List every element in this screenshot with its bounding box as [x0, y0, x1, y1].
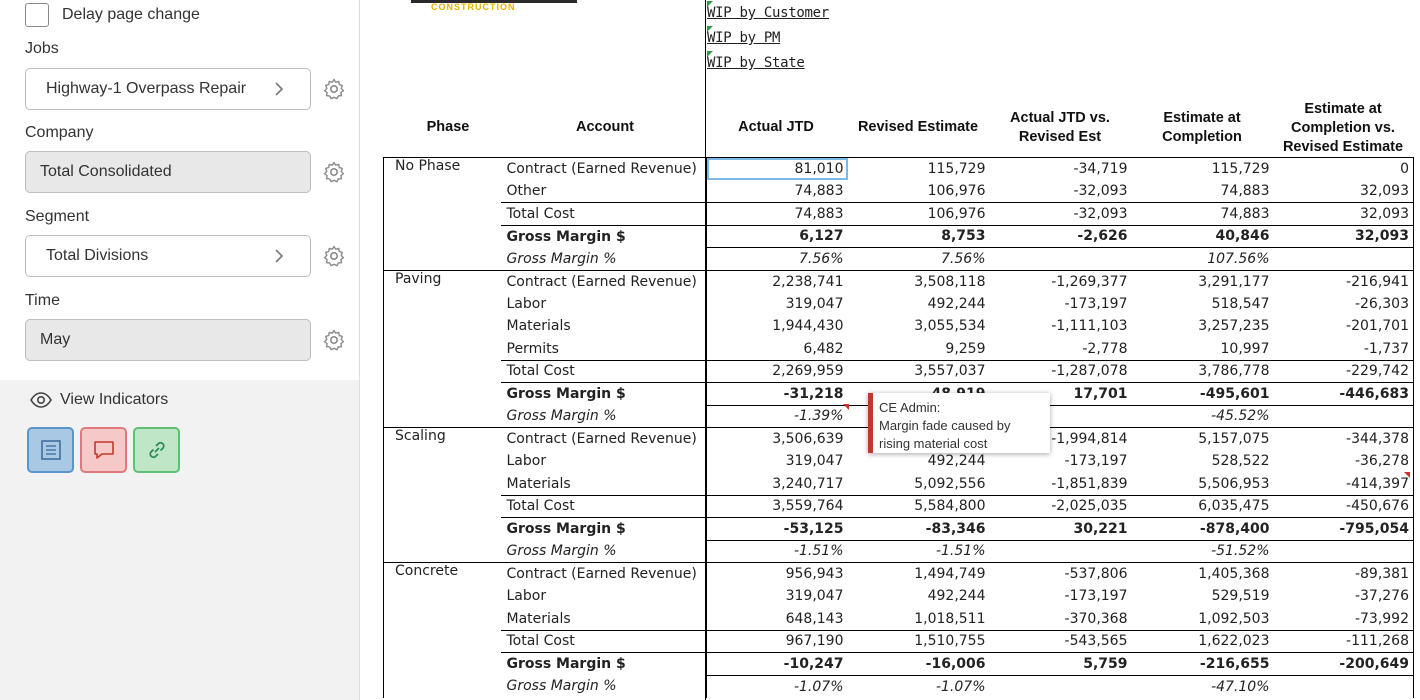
company-selector[interactable]: [25, 151, 311, 193]
eye-icon: [30, 392, 52, 408]
header-eac-line1: Estimate at: [1163, 110, 1241, 126]
wip-by-state-link[interactable]: WIP by State: [707, 55, 805, 71]
value-cell[interactable]: 518,547: [1211, 295, 1270, 312]
value-cell[interactable]: 5,506,953: [1198, 475, 1270, 492]
value-cell[interactable]: 7.56%: [707, 248, 848, 271]
phase-cell: [384, 315, 501, 338]
value-cell[interactable]: -45.52%: [1132, 405, 1274, 428]
table-row: [384, 203, 1414, 226]
comment-indicator-button[interactable]: [80, 427, 127, 473]
value-cell[interactable]: -543,565: [990, 630, 1132, 653]
phase-cell: [384, 473, 501, 496]
tooltip-line-2: rising material cost: [879, 436, 988, 451]
value-cell[interactable]: 956,943: [707, 563, 848, 586]
phase-cell: [384, 495, 501, 518]
jobs-value: Highway-1 Overpass Repair: [46, 80, 247, 97]
table-row: [384, 180, 1414, 203]
jobs-selector[interactable]: [25, 68, 311, 110]
segment-selector[interactable]: [25, 235, 311, 277]
phase-cell: [384, 653, 501, 676]
phase-cell: [384, 518, 501, 541]
value-cell[interactable]: -173,197: [1064, 453, 1128, 470]
tooltip-line-1: Margin fade caused by: [879, 418, 1011, 433]
table-row: [384, 585, 1414, 608]
value-cell[interactable]: -51.52%: [1132, 540, 1274, 563]
time-label: Time: [25, 292, 60, 309]
account-cell: Contract (Earned Revenue): [501, 563, 707, 586]
segment-value: Total Divisions: [46, 247, 149, 264]
value-cell[interactable]: 528,522: [1211, 453, 1270, 470]
segment-settings-gear-icon[interactable]: [322, 244, 346, 268]
company-logo: [411, 0, 577, 14]
delay-page-change-row[interactable]: [25, 3, 200, 27]
value-cell[interactable]: 3,240,717: [707, 473, 848, 496]
value-cell[interactable]: -414,397: [1274, 473, 1414, 496]
value-cell[interactable]: 1,092,503: [1198, 610, 1270, 627]
value-cell[interactable]: 74,883: [707, 180, 848, 203]
value-cell[interactable]: 74,883: [1132, 203, 1274, 226]
segment-label: Segment: [25, 208, 90, 225]
header-eac-line2: Completion: [1162, 129, 1242, 145]
header-actual-jtd: Actual JTD: [738, 119, 814, 135]
value-cell[interactable]: -1.51%: [848, 540, 990, 563]
value-cell[interactable]: 32,093: [1274, 225, 1414, 248]
value-cell[interactable]: -446,683: [1274, 383, 1414, 406]
value-cell[interactable]: 1,510,755: [848, 630, 990, 653]
value-cell[interactable]: -1,851,839: [1051, 475, 1128, 492]
delay-page-change-label[interactable]: Delay page change: [62, 6, 200, 23]
wip-by-pm-link[interactable]: WIP by PM: [707, 30, 781, 46]
value-cell[interactable]: 6,127: [707, 225, 848, 248]
header-revised-estimate: Revised Estimate: [857, 119, 979, 135]
value-cell[interactable]: 3,559,764: [707, 495, 848, 518]
note-indicator-button[interactable]: [27, 427, 74, 473]
account-cell: Gross Margin $: [501, 518, 707, 541]
value-cell[interactable]: -200,649: [1274, 653, 1414, 676]
value-cell[interactable]: 9,259: [945, 340, 986, 357]
phase-cell: [384, 585, 501, 608]
value-cell[interactable]: 8,753: [848, 225, 990, 248]
value-cell[interactable]: -26,303: [1274, 293, 1414, 316]
phase-cell: [384, 360, 501, 383]
view-indicators-label: View Indicators: [60, 391, 169, 408]
value-cell[interactable]: -1.51%: [707, 540, 848, 563]
account-cell: Labor: [506, 588, 547, 605]
table-row: [384, 630, 1414, 653]
phase-cell: No Phase: [384, 158, 501, 181]
company-settings-gear-icon[interactable]: [322, 160, 346, 184]
phase-cell: [384, 180, 501, 203]
chevron-right-icon: [270, 247, 288, 265]
header-eac-vs-revised-line3: Revised Estimate: [1282, 139, 1404, 155]
header-actual-vs-revised-line1: Actual JTD vs.: [1010, 110, 1110, 126]
table-row: [384, 675, 1414, 698]
phase-cell: [384, 293, 501, 316]
value-cell[interactable]: -83,346: [848, 518, 990, 541]
value-cell[interactable]: -1,111,103: [1051, 318, 1128, 335]
header-eac-vs-revised: [1271, 100, 1415, 157]
phase-cell: [384, 675, 501, 698]
table-row: [384, 518, 1414, 541]
time-value: May: [40, 331, 71, 348]
value-cell[interactable]: -216,655: [1132, 653, 1274, 676]
value-cell[interactable]: -36,278: [1274, 450, 1414, 473]
value-cell[interactable]: 492,244: [927, 588, 986, 605]
account-cell: Gross Margin $: [501, 653, 707, 676]
value-cell[interactable]: 107.56%: [1132, 248, 1274, 271]
value-cell[interactable]: 74,883: [1220, 183, 1270, 199]
value-cell[interactable]: -1,737: [1274, 338, 1414, 361]
value-cell[interactable]: -32,093: [990, 203, 1132, 226]
value-cell[interactable]: 967,190: [707, 630, 848, 653]
value-cell[interactable]: -73,992: [1274, 608, 1414, 631]
phase-cell: [384, 225, 501, 248]
value-cell[interactable]: -229,742: [1274, 360, 1414, 383]
value-cell[interactable]: 5,157,075: [1132, 428, 1274, 451]
value-cell[interactable]: 1,405,368: [1132, 563, 1274, 586]
value-cell[interactable]: 529,519: [1211, 588, 1270, 605]
value-cell[interactable]: 492,244: [927, 295, 986, 312]
table-row: [384, 495, 1414, 518]
account-cell: Gross Margin $: [501, 225, 707, 248]
table-row: [384, 450, 1414, 473]
table-row: [384, 293, 1414, 316]
phase-cell: [384, 248, 501, 271]
value-cell[interactable]: -1.07%: [707, 675, 848, 698]
value-cell[interactable]: 319,047: [707, 293, 848, 316]
account-cell: Total Cost: [501, 360, 707, 383]
value-cell[interactable]: -47.10%: [1132, 675, 1274, 698]
value-cell[interactable]: -1,287,078: [990, 360, 1132, 383]
account-cell: Contract (Earned Revenue): [501, 428, 707, 451]
account-cell: Materials: [506, 610, 571, 627]
company-label: Company: [25, 124, 94, 141]
value-cell[interactable]: 1,018,511: [914, 610, 986, 627]
value-cell[interactable]: 1,494,749: [848, 563, 990, 586]
value-cell[interactable]: 319,047: [707, 450, 848, 473]
value-cell[interactable]: 7.56%: [848, 248, 990, 271]
value-cell[interactable]: 0: [1274, 158, 1414, 181]
comment-marker: [1404, 472, 1410, 478]
chevron-right-icon: [270, 80, 288, 98]
value-cell[interactable]: [1274, 675, 1414, 698]
table-row: [384, 225, 1414, 248]
jobs-label: Jobs: [25, 40, 59, 57]
phase-cell: [384, 540, 501, 563]
table-row: [384, 608, 1414, 631]
account-cell: Gross Margin %: [506, 250, 617, 267]
table-row: [384, 563, 1414, 586]
value-cell[interactable]: 319,047: [707, 585, 848, 608]
table-row: [384, 248, 1414, 271]
jobs-settings-gear-icon[interactable]: [322, 77, 346, 101]
header-eac-vs-revised-line1: Estimate at: [1304, 101, 1382, 117]
value-cell[interactable]: -10,247: [707, 653, 848, 676]
table-row: [384, 158, 1414, 181]
value-cell[interactable]: 3,506,639: [707, 428, 848, 451]
header-phase: Phase: [426, 119, 470, 135]
header-eac-vs-revised-line2: Completion vs.: [1291, 120, 1395, 136]
table-row: [384, 315, 1414, 338]
value-cell[interactable]: 32,093: [1274, 180, 1414, 203]
value-cell[interactable]: -450,676: [1274, 495, 1414, 518]
phase-cell: Scaling: [384, 428, 501, 451]
value-cell[interactable]: -370,368: [1064, 610, 1128, 627]
phase-cell: [384, 630, 501, 653]
value-cell[interactable]: -537,806: [990, 563, 1132, 586]
table-row: [384, 338, 1414, 361]
wip-report: [383, 0, 1420, 700]
delay-page-change-checkbox[interactable]: [25, 3, 49, 27]
link-icon: [145, 439, 169, 461]
value-cell[interactable]: 648,143: [707, 608, 848, 631]
header-actual-vs-revised: [989, 109, 1131, 147]
value-cell[interactable]: 106,976: [927, 183, 986, 199]
value-cell[interactable]: 5,759: [990, 653, 1132, 676]
value-cell[interactable]: 115,729: [848, 158, 990, 181]
time-selector[interactable]: [25, 319, 311, 361]
value-cell[interactable]: -878,400: [1132, 518, 1274, 541]
value-cell[interactable]: 3,508,118: [848, 270, 990, 293]
account-cell: Total Cost: [501, 203, 707, 226]
value-cell[interactable]: [990, 248, 1132, 271]
value-cell[interactable]: -344,378: [1274, 428, 1414, 451]
table-row: [384, 653, 1414, 676]
value-cell[interactable]: 5,584,800: [848, 495, 990, 518]
filter-sidebar: [0, 0, 360, 700]
phase-cell: [384, 383, 501, 406]
comment-icon: [92, 439, 116, 461]
value-cell[interactable]: -201,701: [1274, 315, 1414, 338]
value-cell[interactable]: -32,093: [1073, 183, 1128, 199]
phase-cell: [384, 450, 501, 473]
value-cell[interactable]: 17,701: [990, 383, 1132, 406]
header-estimate-at-completion: [1131, 109, 1273, 147]
value-cell[interactable]: [990, 675, 1132, 698]
value-cell[interactable]: 74,883: [707, 203, 848, 226]
value-cell[interactable]: 32,093: [1274, 203, 1414, 226]
account-cell: Contract (Earned Revenue): [501, 158, 707, 181]
comment-tooltip: [868, 393, 1050, 453]
value-cell[interactable]: 81,010: [707, 158, 848, 181]
account-cell: Labor: [506, 295, 547, 312]
value-cell[interactable]: 6,482: [707, 338, 848, 361]
account-cell: Materials: [506, 475, 571, 492]
value-cell[interactable]: -16,006: [848, 653, 990, 676]
link-indicator-button[interactable]: [133, 427, 180, 473]
value-cell[interactable]: 3,291,177: [1132, 270, 1274, 293]
account-cell: Gross Margin %: [506, 678, 617, 695]
value-cell[interactable]: 3,786,778: [1132, 360, 1274, 383]
value-cell[interactable]: -216,941: [1274, 270, 1414, 293]
account-cell: Permits: [506, 340, 559, 357]
value-cell[interactable]: -34,719: [990, 158, 1132, 181]
value-cell[interactable]: -31,218: [707, 383, 848, 406]
table-row: [384, 473, 1414, 496]
value-cell[interactable]: 3,055,534: [914, 318, 986, 335]
account-cell: Materials: [506, 318, 571, 335]
wip-by-customer-link[interactable]: WIP by Customer: [707, 5, 829, 21]
value-cell[interactable]: 6,035,475: [1132, 495, 1274, 518]
value-cell[interactable]: -1.39%: [707, 405, 848, 428]
value-cell[interactable]: [1274, 248, 1414, 271]
table-row: [384, 360, 1414, 383]
header-actual-vs-revised-line2: Revised Est: [1018, 129, 1102, 145]
value-cell[interactable]: 5,092,556: [914, 475, 986, 492]
value-cell[interactable]: 3,257,235: [1198, 318, 1270, 335]
account-cell: Total Cost: [501, 630, 707, 653]
account-cell: Gross Margin $: [501, 383, 707, 406]
note-icon: [39, 439, 63, 461]
table-row: [384, 540, 1414, 563]
value-cell[interactable]: 106,976: [848, 203, 990, 226]
tooltip-author: CE Admin:: [879, 400, 941, 415]
account-cell: Contract (Earned Revenue): [501, 270, 707, 293]
account-cell: Gross Margin %: [506, 543, 617, 559]
phase-cell: Paving: [384, 270, 501, 293]
account-cell: Labor: [506, 453, 547, 470]
value-cell[interactable]: [1274, 405, 1414, 428]
time-settings-gear-icon[interactable]: [322, 328, 346, 352]
table-row: [384, 270, 1414, 293]
value-cell[interactable]: 40,846: [1132, 225, 1274, 248]
value-cell[interactable]: 10,997: [1220, 340, 1270, 357]
value-cell[interactable]: [1274, 540, 1414, 563]
logo-text: CONSTRUCTION: [431, 2, 516, 12]
value-cell[interactable]: -1,994,814: [990, 428, 1132, 451]
value-cell[interactable]: -495,601: [1132, 383, 1274, 406]
value-cell[interactable]: -111,268: [1274, 630, 1414, 653]
header-account: Account: [576, 119, 634, 135]
value-cell[interactable]: -173,197: [1064, 295, 1128, 312]
value-cell[interactable]: 30,221: [990, 518, 1132, 541]
filter-panel: [0, 0, 359, 380]
value-cell[interactable]: -53,125: [707, 518, 848, 541]
value-cell[interactable]: 1,944,430: [707, 315, 848, 338]
view-indicators-toggle[interactable]: [30, 391, 168, 409]
value-cell[interactable]: 3,557,037: [848, 360, 990, 383]
account-cell: Gross Margin %: [506, 408, 617, 424]
phase-cell: Concrete: [384, 563, 501, 586]
phase-cell: [384, 405, 501, 428]
account-cell: Total Cost: [501, 495, 707, 518]
value-cell[interactable]: 1,622,023: [1132, 630, 1274, 653]
phase-cell: [384, 203, 501, 226]
comment-marker: [843, 404, 849, 410]
phase-cell: [384, 608, 501, 631]
phase-cell: [384, 338, 501, 361]
value-cell[interactable]: -1,269,377: [990, 270, 1132, 293]
value-cell[interactable]: -89,381: [1274, 563, 1414, 586]
value-cell[interactable]: -2,778: [1082, 340, 1128, 357]
value-cell[interactable]: -37,276: [1274, 585, 1414, 608]
company-value: Total Consolidated: [40, 163, 172, 180]
value-cell[interactable]: -795,054: [1274, 518, 1414, 541]
value-cell[interactable]: -173,197: [1064, 588, 1128, 605]
value-cell[interactable]: 2,238,741: [707, 270, 848, 293]
value-cell[interactable]: 115,729: [1132, 158, 1274, 181]
value-cell[interactable]: -2,025,035: [990, 495, 1132, 518]
value-cell[interactable]: 2,269,959: [707, 360, 848, 383]
account-cell: Other: [506, 183, 547, 199]
value-cell[interactable]: -1.07%: [848, 675, 990, 698]
value-cell[interactable]: [990, 540, 1132, 563]
value-cell[interactable]: -2,626: [990, 225, 1132, 248]
value-cell[interactable]: 492,244: [927, 453, 986, 470]
